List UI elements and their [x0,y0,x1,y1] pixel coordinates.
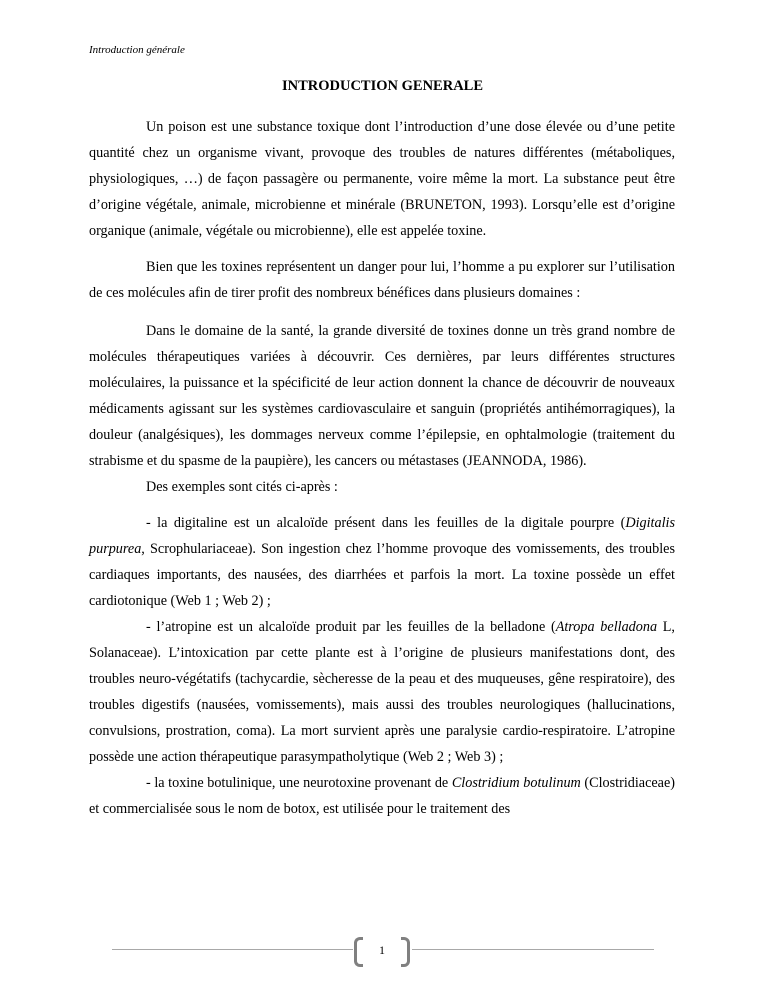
page-number: 1 [379,943,385,957]
paragraph-digitaline [89,510,675,614]
paragraph-poison-definition: Un poison est une substance toxique dont l’introduction d’une dose élevée ou d’une petite quantité chez un organisme vivant, provoque des troubles de natures différentes (métaboliques, physiologiques, …) de façon passagère ou permanente, voire même la mort. La substance peut être d’origine végétale, animale, microbienne et minérale (BRUNETON, 1993). Lorsqu’elle est d’origine organique (animale, végétale ou microbienne), elle est appelée toxine. [89,119,675,239]
paragraph-toxin-uses: Bien que les toxines représentent un danger pour lui, l’homme a pu explorer sur l’utilisation de ces molécules afin de tirer profit des nombreux bénéfices dans plusieurs domaines : [89,259,675,301]
paragraph-atropine [89,614,675,770]
botulinum-text-start: - la toxine botulinique, une neurotoxine provenant de [146,775,452,791]
footer-rule-right [412,949,654,950]
page-number-bracket-right-icon [401,937,410,967]
running-header: Introduction générale [89,44,185,56]
atropine-text-end: L, Solanaceae). L’intoxication par cette plante est à l’origine de plusieurs manifestations dont, des troubles neuro-végétatifs (tachycardie, sècheresse de la peau et des muqueuses, gêne respiratoire), des troubles digestifs (nausées, vomissements), mais aussi des troubles neurologiques (hallucinations, convulsions, prostration, coma). La mort survient après une paralysie cardio-respiratoire. L’atropine possède une action thérapeutique parasympatholytique (Web 2 ; Web 3) ; [89,619,675,765]
species-name: Digitalis purpurea [89,515,675,557]
paragraph-botulinum [89,770,675,822]
footer-rule-left [112,949,353,950]
digitaline-text-end: , Scrophulariaceae). Son ingestion chez l’homme provoque des vomissements, des troubles cardiaques importants, des nausées, des diarrhées et parfois la mort. La toxine possède un effet cardiotonique (Web 1 ; Web 2) ; [89,541,675,609]
page-title: INTRODUCTION GENERALE [281,78,484,94]
species-name: Atropa belladona [555,619,658,635]
paragraph-examples-intro: Des exemples sont cités ci-après : [146,479,338,495]
body-text [89,114,675,822]
digitaline-text-start: - la digitaline est un alcaloïde présent dans les feuilles de la digitale pourpre ( [146,515,626,531]
paragraph-health-domain: Dans le domaine de la santé, la grande diversité de toxines donne un très grand nombre de molécules thérapeutiques variées à découvrir. Ces dernières, par leurs différentes structures moléculaires, la puissance et la spécificité de leur action donnent la chance de découvrir de nouveaux médicaments agissant sur les systèmes cardiovasculaire et sanguin (propriétés antihémorragiques), la douleur (analgésiques), les dommages nerveux comme l’épilepsie, en ophtalmologie (traitement du strabisme et du spasme de la paupière), les cancers ou métastases (JEANNODA, 1986). [89,323,675,469]
botulinum-text-end: (Clostridiaceae) et commercialisée sous le nom de botox, est utilisée pour le traitement des [89,775,676,817]
atropine-text-start: - l’atropine est un alcaloïde produit par les feuilles de la belladone ( [146,619,556,635]
species-name: Clostridium botulinum [451,775,581,791]
